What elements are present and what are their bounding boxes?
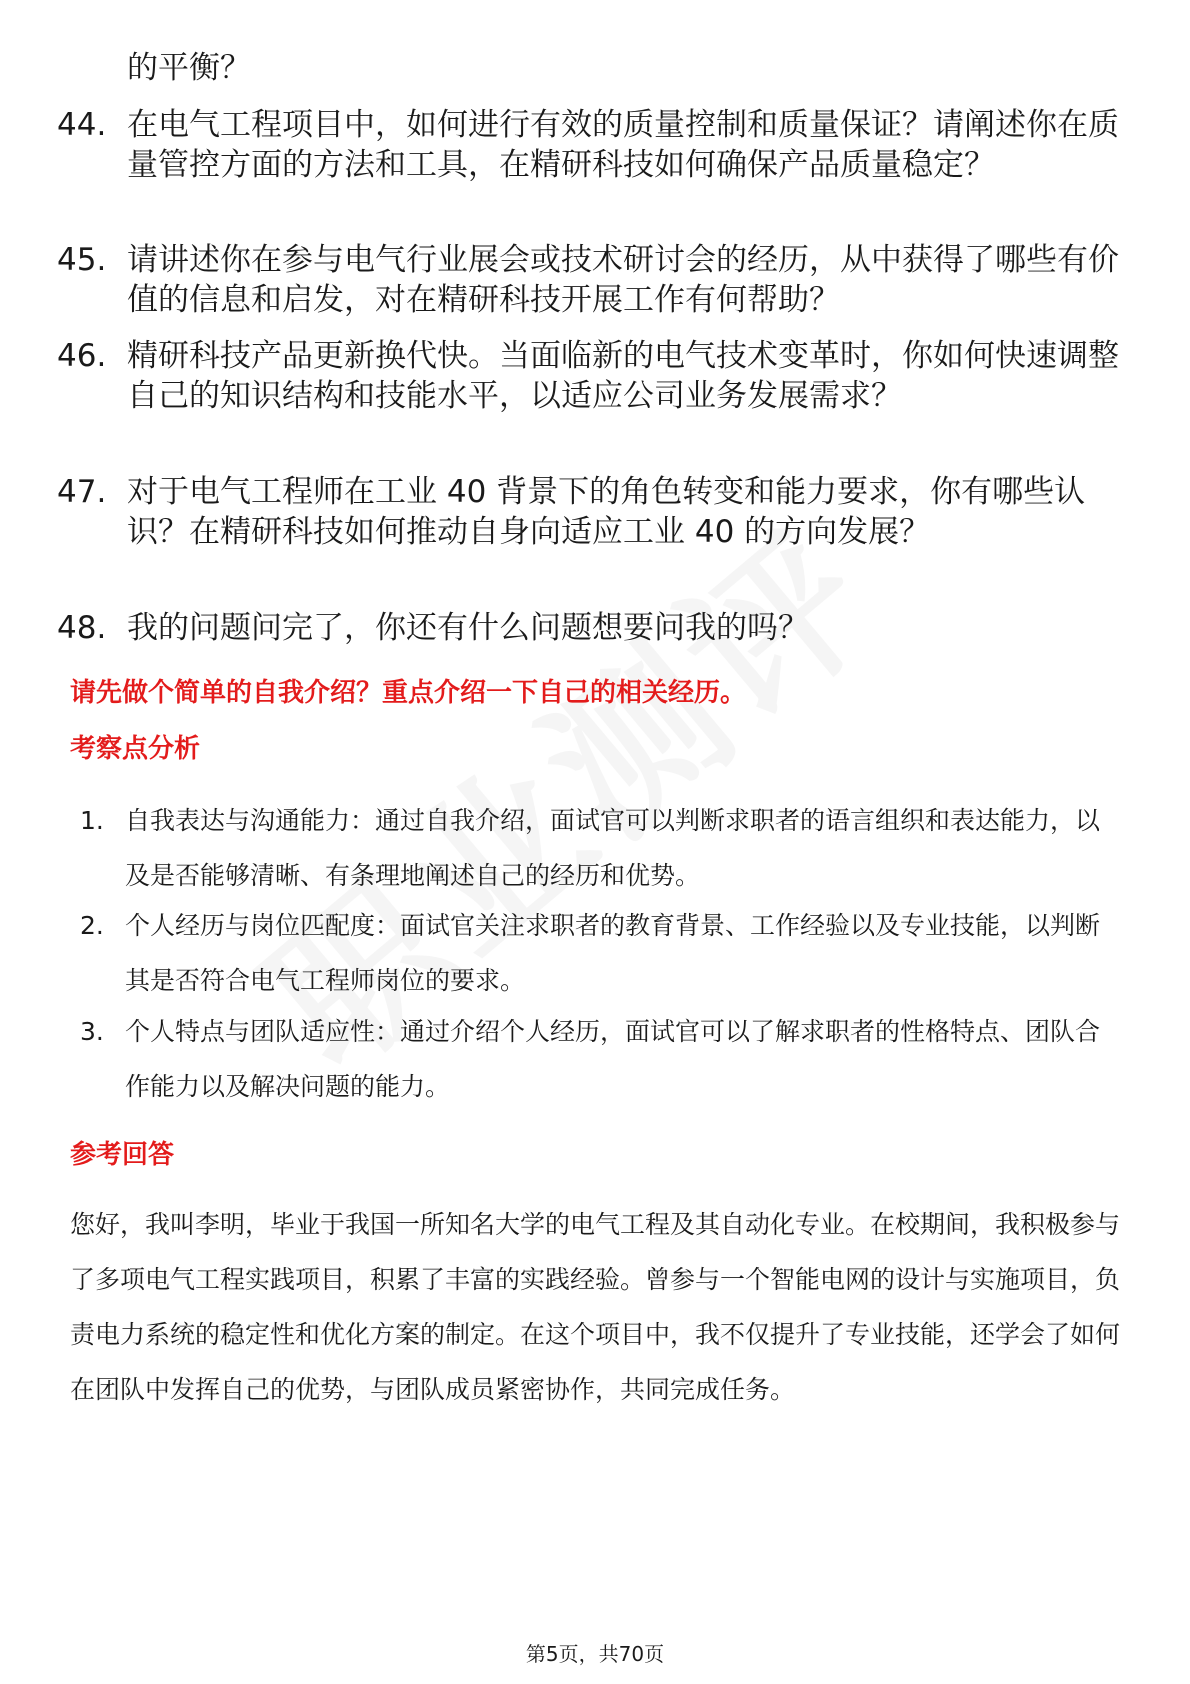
question-text: 在电气工程项目中，如何进行有效的质量控制和质量保证？请阐述你在质量管控方面的方法和工具，在精研科技如何确保产品质量稳定？ bbox=[127, 107, 1119, 183]
list-text: 个人特点与团队适应性：通过介绍个人经历，面试官可以了解求职者的性格特点、团队合作能力以及解决问题的能力。 bbox=[125, 1017, 1101, 1101]
question-48 bbox=[57, 608, 1137, 648]
question-number: 44. bbox=[57, 107, 107, 143]
question-number: 46. bbox=[57, 338, 107, 374]
question-text: 请讲述你在参与电气行业展会或技术研讨会的经历，从中获得了哪些有价值的信息和启发，对在精研科技开展工作有何帮助？ bbox=[127, 242, 1119, 318]
list-number: 3. bbox=[80, 1017, 104, 1046]
question-46 bbox=[57, 336, 1137, 416]
analysis-item bbox=[80, 1004, 1120, 1114]
question-number: 45. bbox=[57, 242, 107, 278]
question-continuation bbox=[57, 48, 1137, 88]
page-footer: 第5页，共70页 bbox=[525, 1642, 665, 1666]
analysis-item bbox=[80, 793, 1120, 903]
list-text: 个人经历与岗位匹配度：面试官关注求职者的教育背景、工作经验以及专业技能，以判断其是否符合电气工程师岗位的要求。 bbox=[125, 911, 1101, 995]
list-number: 2. bbox=[80, 911, 104, 940]
answer-heading: 参考回答 bbox=[70, 1140, 175, 1170]
question-45 bbox=[57, 240, 1137, 320]
answer-paragraph: 您好，我叫李明，毕业于我国一所知名大学的电气工程及其自动化专业。在校期间，我积极参与了多项电气工程实践项目，积累了丰富的实践经验。曾参与一个智能电网的设计与实施项目，负责电力系统的稳定性和优化方案的制定。在这个项目中，我不仅提升了专业技能，还学会了如何在团队中发挥自己的优势，与团队成员紧密协作，共同完成任务。 bbox=[70, 1210, 1121, 1404]
list-text: 自我表达与沟通能力：通过自我介绍，面试官可以判断求职者的语言组织和表达能力，以及是否能够清晰、有条理地阐述自己的经历和优势。 bbox=[125, 806, 1101, 890]
question-text: 对于电气工程师在工业 40 背景下的角色转变和能力要求，你有哪些认识？在精研科技如何推动自身向适应工业 40 的方向发展？ bbox=[127, 474, 1086, 550]
list-number: 1. bbox=[80, 806, 104, 835]
question-text: 的平衡？ bbox=[127, 50, 251, 86]
question-text: 我的问题问完了，你还有什么问题想要问我的吗？ bbox=[127, 610, 809, 646]
question-47 bbox=[57, 472, 1137, 552]
question-44 bbox=[57, 105, 1137, 185]
question-number: 48. bbox=[57, 610, 107, 646]
analysis-item bbox=[80, 898, 1120, 1008]
question-number: 47. bbox=[57, 474, 107, 510]
main-question-heading: 请先做个简单的自我介绍？重点介绍一下自己的相关经历。 bbox=[70, 678, 747, 708]
question-text: 精研科技产品更新换代快。当面临新的电气技术变革时，你如何快速调整自己的知识结构和技能水平，以适应公司业务发展需求？ bbox=[127, 338, 1119, 414]
analysis-heading: 考察点分析 bbox=[70, 734, 201, 764]
